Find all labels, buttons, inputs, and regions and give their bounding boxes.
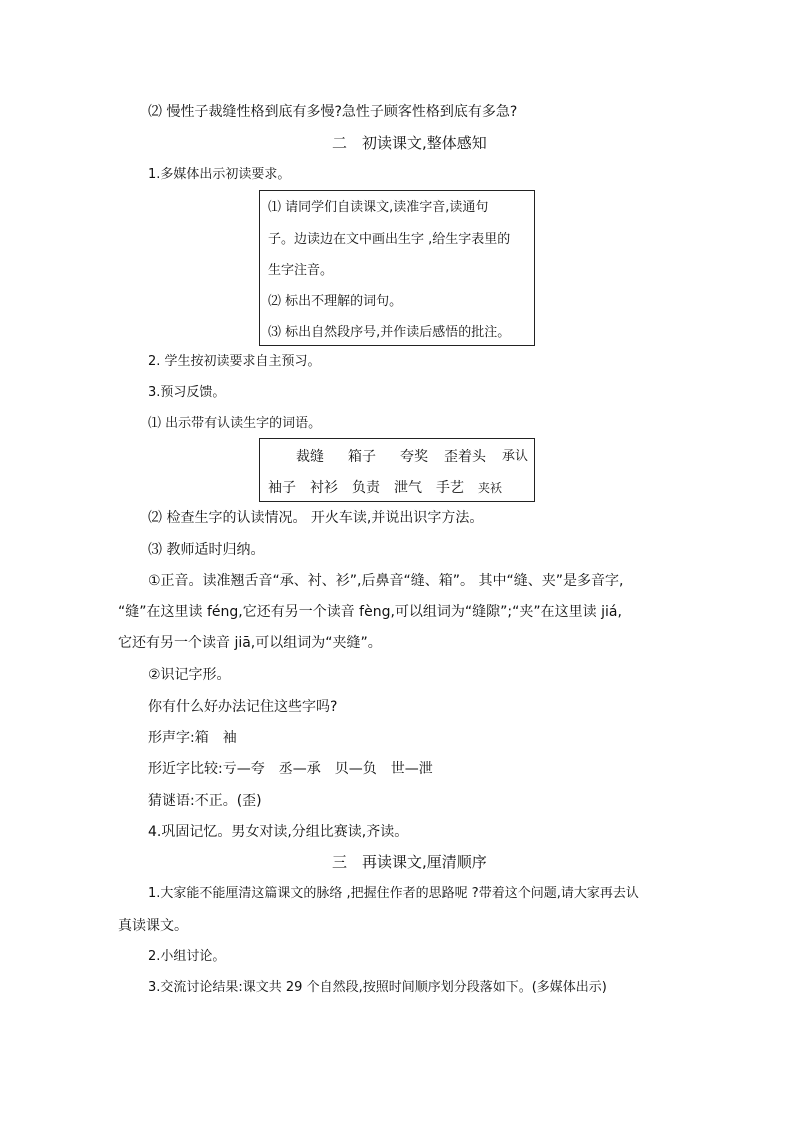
vocab-row-1 — [260, 448, 534, 466]
step-4: 4.巩固记忆。男女对读,分组比赛读,齐读。 — [148, 824, 409, 840]
vocab-word: 承认 — [502, 449, 529, 464]
step-3-1: ⑴ 出示带有认读生字的词语。 — [148, 416, 322, 431]
section-heading-3: 三 再读课文,厘清顺序 — [332, 853, 487, 871]
vocabulary-box — [259, 438, 535, 502]
requirement-2: ⑵ 标出不理解的词句。 — [268, 294, 403, 309]
step-2: 2. 学生按初读要求自主预习。 — [148, 354, 321, 369]
vocab-word: 夹袄 — [478, 481, 503, 495]
vocab-word: 负责 — [352, 480, 380, 496]
step-3-2: ⑵ 检查生字的认读情况。 开火车读,并说出识字方法。 — [148, 510, 484, 526]
reading-requirements-box — [259, 190, 535, 346]
similar-chars: 形近字比较:亏—夸 丞—承 贝—负 世—泄 — [148, 761, 433, 777]
step-3-2-discuss: 2.小组讨论。 — [148, 949, 226, 964]
vocab-row-2 — [260, 479, 534, 497]
requirement-1b: 子。边读边在文中画出生字 ,给生字表里的 — [268, 232, 511, 247]
vocab-word: 箱子 — [348, 449, 376, 465]
requirement-1a: ⑴ 请同学们自读课文,读准字音,读通句 — [268, 200, 489, 215]
requirement-1c: 生字注音。 — [268, 263, 334, 278]
step-3-3-result: 3.交流讨论结果:课文共 29 个自然段,按照时间顺序划分段落如下。(多媒体出示) — [148, 980, 607, 995]
riddle: 猜谜语:不正。(歪) — [148, 793, 262, 809]
memory-question: 你有什么好办法记住这些字吗? — [148, 699, 338, 715]
pronunciation-line-1: ①正音。读准翘舌音“承、衬、衫”,后鼻音“缝、箱”。 其中“缝、夹”是多音字, — [148, 573, 624, 589]
vocab-word: 袖子 — [268, 480, 296, 496]
vocab-word: 泄气 — [394, 480, 422, 496]
glyph-recognition: ②识记字形。 — [148, 667, 231, 683]
vocab-word: 歪着头 — [444, 449, 486, 465]
vocab-word: 衬衫 — [310, 480, 338, 496]
step-1: 1.多媒体出示初读要求。 — [148, 167, 291, 182]
vocab-word: 手艺 — [436, 480, 464, 496]
pronunciation-line-3: 它还有另一个读音 jiā,可以组词为“夹缝”。 — [118, 635, 382, 651]
step-3-1-line-2: 真读课文。 — [118, 918, 188, 934]
requirement-3: ⑶ 标出自然段序号,并作读后感悟的批注。 — [268, 325, 511, 340]
vocab-word: 裁缝 — [296, 449, 324, 465]
question-2: ⑵ 慢性子裁缝性格到底有多慢?急性子顾客性格到底有多急? — [148, 104, 518, 120]
pronunciation-line-2: “缝”在这里读 féng,它还有另一个读音 fèng,可以组词为“缝隙”;“夹”在这里读 jiá, — [118, 604, 622, 620]
step-3: 3.预习反馈。 — [148, 385, 226, 400]
section-heading-2: 二 初读课文,整体感知 — [332, 134, 487, 152]
step-3-3: ⑶ 教师适时归纳。 — [148, 542, 265, 558]
step-3-1-line-1: 1.大家能不能厘清这篇课文的脉络 ,把握住作者的思路呢 ?带着这个问题,请大家再去认 — [148, 886, 639, 901]
phonetic-chars: 形声字:箱 袖 — [148, 730, 237, 746]
vocab-word: 夸奖 — [400, 449, 428, 465]
